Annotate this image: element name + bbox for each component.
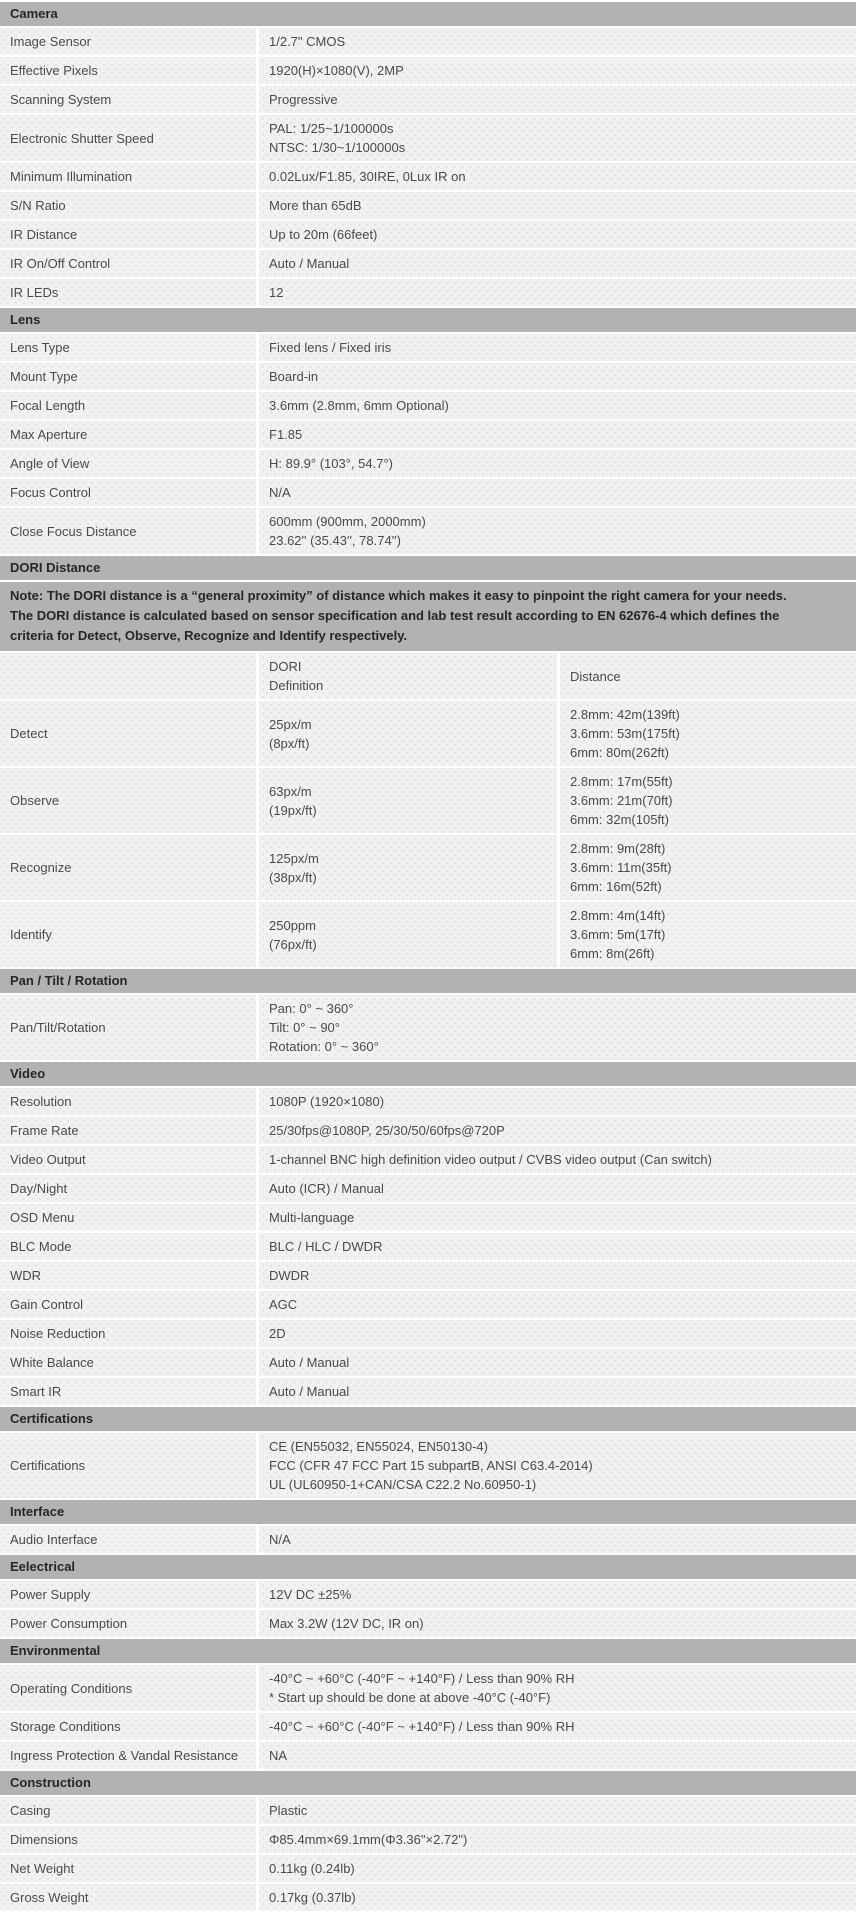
text-line: OSD Menu: [10, 1210, 75, 1225]
spec-row-casing: [0, 1797, 856, 1824]
row-label: [0, 508, 256, 554]
text-line: Plastic: [269, 1803, 308, 1818]
row-value: [259, 1797, 856, 1824]
text-line: 1080P (1920×1080): [269, 1094, 385, 1109]
text-line: Ingress Protection & Vandal Resistance: [10, 1748, 239, 1763]
text-line: Definition: [269, 678, 324, 693]
text-line: Multi-language: [269, 1210, 355, 1225]
text-line: (38px/ft): [269, 869, 317, 885]
spec-row-power-supply: [0, 1581, 856, 1608]
text-line: Detect: [10, 726, 48, 741]
row-value: [259, 1291, 856, 1318]
row-label: [0, 1262, 256, 1289]
row-value: [259, 1378, 856, 1405]
text-line: Gain Control: [10, 1297, 83, 1312]
text-line: 1-channel BNC high definition video output / CVBS video output (Can switch): [269, 1152, 712, 1167]
spec-row-lens-type: [0, 334, 856, 361]
text-line: (19px/ft): [269, 802, 317, 818]
dori-row-observe: [0, 768, 856, 833]
text-line: Φ85.4mm×69.1mm(Φ3.36"×2.72"): [269, 1832, 468, 1847]
text-line: -40°C ~ +60°C (-40°F ~ +140°F) / Less than 90% RH: [269, 1671, 575, 1686]
text-line: WDR: [10, 1268, 42, 1283]
text-line: Max 3.2W (12V DC, IR on): [269, 1616, 424, 1631]
spec-row-s-n-ratio: [0, 192, 856, 219]
row-label: [0, 1291, 256, 1318]
spec-row-resolution: [0, 1088, 856, 1115]
text-line: (8px/ft): [269, 735, 310, 751]
text-line: Image Sensor: [10, 34, 91, 49]
text-line: Gross Weight: [10, 1890, 89, 1905]
row-value: [259, 1320, 856, 1347]
dori-row-label: [0, 701, 256, 766]
text-line: H: 89.9° (103°, 54.7°): [269, 456, 393, 471]
row-label: [0, 192, 256, 219]
spec-row-power-consumption: [0, 1610, 856, 1637]
text-line: 6mm: 8m(26ft): [570, 946, 655, 961]
spec-row-operating-conditions: [0, 1665, 856, 1711]
text-line: Distance: [570, 668, 621, 684]
text-line: The DORI distance is calculated based on sensor specification and lab test result according to EN 62676-4 which defines the: [10, 608, 780, 623]
row-value: [259, 1713, 856, 1740]
row-value: [259, 1233, 856, 1260]
spec-row-wdr: [0, 1262, 856, 1289]
spec-row-blc-mode: [0, 1233, 856, 1260]
spec-row-certifications: [0, 1433, 856, 1498]
row-label: [0, 163, 256, 190]
row-value: [259, 86, 856, 113]
text-line: Resolution: [10, 1094, 72, 1109]
spec-row-electronic-shutter-speed: [0, 115, 856, 161]
dori-row-label: [0, 902, 256, 967]
text-line: Pan/Tilt/Rotation: [10, 1020, 106, 1035]
spec-row-audio-interface: [0, 1526, 856, 1553]
row-label: [0, 1526, 256, 1553]
row-label: [0, 1884, 256, 1911]
text-line: Angle of View: [10, 456, 90, 471]
text-line: Fixed lens / Fixed iris: [269, 340, 392, 355]
text-line: Progressive: [269, 92, 338, 107]
text-line: UL (UL60950-1+CAN/CSA C22.2 No.60950-1): [269, 1477, 537, 1492]
spec-row-frame-rate: [0, 1117, 856, 1144]
text-line: 23.62'' (35.43'', 78.74''): [269, 533, 401, 548]
row-value: [259, 363, 856, 390]
dori-row-recognize: [0, 835, 856, 900]
spec-row-minimum-illumination: [0, 163, 856, 190]
text-line: Day/Night: [10, 1181, 68, 1196]
row-label: [0, 363, 256, 390]
text-line: S/N Ratio: [10, 198, 66, 213]
text-line: Video Output: [10, 1152, 86, 1167]
text-line: 25px/m: [269, 716, 312, 732]
section-header-interface: Interface: [0, 1500, 856, 1524]
spec-row-mount-type: [0, 363, 856, 390]
text-line: 250ppm: [269, 917, 316, 933]
dori-row-label: [0, 835, 256, 900]
row-value: [259, 1526, 856, 1553]
text-line: * Start up should be done at above -40°C (-40°F): [269, 1690, 551, 1705]
row-label: [0, 995, 256, 1060]
row-value: [259, 1088, 856, 1115]
dori-definition-cell: [259, 768, 557, 833]
row-label: [0, 1713, 256, 1740]
row-value: [259, 1665, 856, 1711]
row-label: [0, 28, 256, 55]
spec-row-scanning-system: [0, 86, 856, 113]
row-label: [0, 450, 256, 477]
row-label: [0, 1742, 256, 1769]
text-line: 6mm: 80m(262ft): [570, 745, 669, 760]
spec-row-ir-distance: [0, 221, 856, 248]
spec-row-gain-control: [0, 1291, 856, 1318]
row-label: [0, 1826, 256, 1853]
spec-row-effective-pixels: [0, 57, 856, 84]
text-line: DWDR: [269, 1268, 310, 1283]
text-line: 0.11kg (0.24lb): [269, 1861, 355, 1876]
text-line: Dimensions: [10, 1832, 78, 1847]
text-line: 125px/m: [269, 850, 319, 866]
spec-row-storage-conditions: [0, 1713, 856, 1740]
text-line: Rotation: 0° ~ 360°: [269, 1039, 379, 1054]
text-line: N/A: [269, 1532, 291, 1547]
row-value: [259, 508, 856, 554]
row-label: [0, 221, 256, 248]
text-line: CE (EN55032, EN55024, EN50130-4): [269, 1439, 488, 1454]
text-line: BLC Mode: [10, 1239, 72, 1254]
spec-row-focal-length: [0, 392, 856, 419]
dori-header-empty-cell: [0, 653, 256, 699]
dori-definition-cell: [259, 902, 557, 967]
dori-note: [0, 582, 856, 651]
row-value: [259, 1262, 856, 1289]
row-label: [0, 115, 256, 161]
spec-row-ir-leds: [0, 279, 856, 306]
spec-row-ingress-protection-vandal-resistance: [0, 1742, 856, 1769]
row-value: [259, 115, 856, 161]
row-label: [0, 1320, 256, 1347]
text-line: NTSC: 1/30~1/100000s: [269, 140, 406, 155]
text-line: 6mm: 32m(105ft): [570, 812, 669, 827]
row-value: [259, 1826, 856, 1853]
text-line: Up to 20m (66feet): [269, 227, 378, 242]
text-line: Board-in: [269, 369, 319, 384]
row-value: [259, 279, 856, 306]
section-header-video: Video: [0, 1062, 856, 1086]
row-label: [0, 1855, 256, 1882]
text-line: Storage Conditions: [10, 1719, 121, 1734]
row-value: [259, 392, 856, 419]
text-line: Focal Length: [10, 398, 86, 413]
text-line: Auto (ICR) / Manual: [269, 1181, 384, 1196]
row-label: [0, 1349, 256, 1376]
section-header-eelectrical: Eelectrical: [0, 1555, 856, 1579]
text-line: 3.6mm: 21m(70ft): [570, 793, 673, 808]
spec-row-noise-reduction: [0, 1320, 856, 1347]
row-value: [259, 221, 856, 248]
spec-row-gross-weight: [0, 1884, 856, 1911]
text-line: F1.85: [269, 427, 303, 442]
text-line: DORI: [269, 659, 302, 674]
text-line: 0.17kg (0.37lb): [269, 1890, 356, 1905]
row-value: [259, 1433, 856, 1498]
spec-row-focus-control: [0, 479, 856, 506]
row-value: [259, 192, 856, 219]
text-line: 3.6mm: 11m(35ft): [570, 860, 672, 875]
text-line: Scanning System: [10, 92, 112, 107]
row-label: [0, 1433, 256, 1498]
text-line: IR LEDs: [10, 285, 59, 300]
row-label: [0, 86, 256, 113]
row-label: [0, 57, 256, 84]
text-line: 3.6mm: 5m(17ft): [570, 927, 666, 942]
spec-row-close-focus-distance: [0, 508, 856, 554]
row-label: [0, 421, 256, 448]
dori-distance-cell: [560, 768, 856, 833]
row-value: [259, 421, 856, 448]
text-line: 2.8mm: 42m(139ft): [570, 707, 680, 722]
row-value: [259, 1175, 856, 1202]
row-value: [259, 1349, 856, 1376]
section-header-environmental: Environmental: [0, 1639, 856, 1663]
dori-row-detect: [0, 701, 856, 766]
spec-row-smart-ir: [0, 1378, 856, 1405]
text-line: 2D: [269, 1326, 286, 1341]
row-value: [259, 57, 856, 84]
row-label: [0, 1175, 256, 1202]
text-line: 25/30fps@1080P, 25/30/50/60fps@720P: [269, 1123, 505, 1138]
section-header-construction: Construction: [0, 1771, 856, 1795]
text-line: (76px/ft): [269, 936, 317, 952]
section-header-pan-tilt-rotation: Pan / Tilt / Rotation: [0, 969, 856, 993]
spec-row-pan-tilt-rotation: [0, 995, 856, 1060]
text-line: 2.8mm: 4m(14ft): [570, 908, 666, 923]
row-value: [259, 1855, 856, 1882]
text-line: Noise Reduction: [10, 1326, 106, 1341]
row-value: [259, 1884, 856, 1911]
text-line: Net Weight: [10, 1861, 75, 1876]
text-line: Auto / Manual: [269, 1355, 350, 1370]
row-value: [259, 28, 856, 55]
text-line: Close Focus Distance: [10, 523, 137, 539]
spec-row-angle-of-view: [0, 450, 856, 477]
row-value: [259, 334, 856, 361]
text-line: Effective Pixels: [10, 63, 98, 78]
text-line: 12: [269, 285, 284, 300]
text-line: Focus Control: [10, 485, 91, 500]
text-line: White Balance: [10, 1355, 94, 1370]
row-value: [259, 1204, 856, 1231]
text-line: PAL: 1/25~1/100000s: [269, 121, 394, 136]
row-value: [259, 1610, 856, 1637]
text-line: 6mm: 16m(52ft): [570, 879, 662, 894]
text-line: 3.6mm: 53m(175ft): [570, 726, 680, 741]
row-label: [0, 479, 256, 506]
text-line: 12V DC ±25%: [269, 1587, 352, 1602]
row-value: [259, 1581, 856, 1608]
text-line: -40°C ~ +60°C (-40°F ~ +140°F) / Less than 90% RH: [269, 1719, 575, 1734]
section-header-lens: Lens: [0, 308, 856, 332]
text-line: 2.8mm: 17m(55ft): [570, 774, 673, 789]
dori-row-label: [0, 768, 256, 833]
text-line: NA: [269, 1748, 288, 1763]
row-label: [0, 1204, 256, 1231]
text-line: More than 65dB: [269, 198, 362, 213]
text-line: IR On/Off Control: [10, 256, 111, 271]
section-header-dori-distance: DORI Distance: [0, 556, 856, 580]
row-value: [259, 163, 856, 190]
row-value: [259, 250, 856, 277]
text-line: 1920(H)×1080(V), 2MP: [269, 63, 404, 78]
text-line: Recognize: [10, 860, 72, 875]
text-line: Casing: [10, 1803, 51, 1818]
row-label: [0, 1233, 256, 1260]
dori-header-distance: [560, 653, 856, 699]
text-line: Minimum Illumination: [10, 169, 133, 184]
text-line: Electronic Shutter Speed: [10, 130, 154, 146]
text-line: 63px/m: [269, 783, 312, 799]
dori-distance-cell: [560, 835, 856, 900]
row-label: [0, 1665, 256, 1711]
dori-header-row: [0, 653, 856, 699]
row-label: [0, 250, 256, 277]
row-label: [0, 392, 256, 419]
row-label: [0, 279, 256, 306]
row-label: [0, 1797, 256, 1824]
row-value: [259, 450, 856, 477]
spec-row-net-weight: [0, 1855, 856, 1882]
row-value: [259, 1742, 856, 1769]
text-line: Auto / Manual: [269, 1384, 350, 1399]
row-label: [0, 1610, 256, 1637]
text-line: 3.6mm (2.8mm, 6mm Optional): [269, 398, 449, 413]
dori-row-identify: [0, 902, 856, 967]
text-line: 2.8mm: 9m(28ft): [570, 841, 666, 856]
text-line: Smart IR: [10, 1384, 62, 1399]
row-label: [0, 1088, 256, 1115]
text-line: Observe: [10, 793, 60, 808]
dori-distance-cell: [560, 701, 856, 766]
section-header-certifications: Certifications: [0, 1407, 856, 1431]
text-line: Certifications: [10, 1458, 86, 1473]
text-line: Power Consumption: [10, 1616, 128, 1631]
row-value: [259, 995, 856, 1060]
spec-row-ir-on-off-control: [0, 250, 856, 277]
dori-header-definition: [259, 653, 557, 699]
text-line: Audio Interface: [10, 1532, 98, 1547]
text-line: Operating Conditions: [10, 1680, 133, 1696]
text-line: 600mm (900mm, 2000mm): [269, 514, 426, 529]
text-line: Identify: [10, 927, 52, 942]
spec-row-video-output: [0, 1146, 856, 1173]
text-line: IR Distance: [10, 227, 78, 242]
text-line: Frame Rate: [10, 1123, 79, 1138]
dori-definition-cell: [259, 835, 557, 900]
row-value: [259, 479, 856, 506]
text-line: FCC (CFR 47 FCC Part 15 subpartB, ANSI C63.4-2014): [269, 1458, 593, 1473]
text-line: criteria for Detect, Observe, Recognize and Identify respectively.: [10, 628, 408, 643]
text-line: Note: The DORI distance is a “general proximity” of distance which makes it easy to pinpoint the right camera for your needs.: [10, 588, 787, 603]
spec-row-day-night: [0, 1175, 856, 1202]
text-line: Power Supply: [10, 1587, 91, 1602]
row-label: [0, 1146, 256, 1173]
text-line: Auto / Manual: [269, 256, 350, 271]
text-line: 1/2.7" CMOS: [269, 34, 346, 49]
dori-distance-cell: [560, 902, 856, 967]
text-line: BLC / HLC / DWDR: [269, 1239, 383, 1254]
text-line: Lens Type: [10, 340, 70, 355]
row-label: [0, 1378, 256, 1405]
row-label: [0, 1117, 256, 1144]
row-label: [0, 1581, 256, 1608]
text-line: Tilt: 0° ~ 90°: [269, 1020, 340, 1035]
spec-row-osd-menu: [0, 1204, 856, 1231]
text-line: AGC: [269, 1297, 298, 1312]
text-line: 0.02Lux/F1.85, 30IRE, 0Lux IR on: [269, 169, 466, 184]
text-line: Max Aperture: [10, 427, 88, 442]
section-header-camera: Camera: [0, 2, 856, 26]
text-line: Mount Type: [10, 369, 78, 384]
text-line: Pan: 0° ~ 360°: [269, 1001, 354, 1016]
spec-row-white-balance: [0, 1349, 856, 1376]
row-value: [259, 1146, 856, 1173]
spec-row-dimensions: [0, 1826, 856, 1853]
spec-row-max-aperture: [0, 421, 856, 448]
dori-definition-cell: [259, 701, 557, 766]
row-value: [259, 1117, 856, 1144]
spec-row-image-sensor: [0, 28, 856, 55]
text-line: N/A: [269, 485, 291, 500]
row-label: [0, 334, 256, 361]
